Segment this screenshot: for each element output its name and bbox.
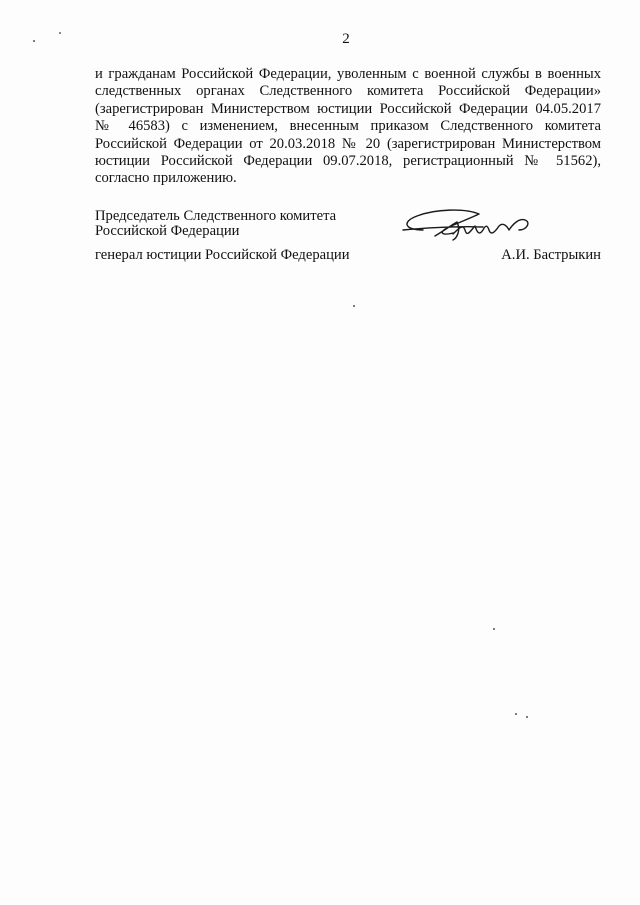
scan-speck	[526, 716, 528, 718]
body-line: и гражданам Российской Федерации, уволенным с военной службы в военных	[95, 66, 601, 82]
body-line: Российской Федерации от 20.03.2018 № 20 (зарегистрирован Министерством	[95, 135, 601, 152]
scan-speck	[353, 305, 355, 307]
page-number: 2	[342, 31, 350, 47]
scan-speck	[493, 628, 495, 630]
scan-speck	[515, 713, 517, 715]
body-line: № 46583) с изменением, внесенным приказом Следственного комитета	[95, 118, 601, 135]
handwritten-signature	[395, 200, 545, 250]
body-paragraph	[95, 66, 601, 188]
scan-speck	[33, 40, 35, 42]
body-line: юстиции Российской Федерации 09.07.2018, регистрационный № 51562),	[95, 153, 601, 170]
signer-rank: генерал юстиции Российской Федерации	[95, 247, 350, 263]
signer-position-line: Российской Федерации	[95, 223, 240, 239]
signer-name: А.И. Бастрыкин	[501, 247, 601, 263]
signer-position-line: Председатель Следственного комитета	[95, 208, 337, 224]
body-line: следственных органах Следственного комитета Российской Федерации»	[95, 83, 601, 100]
body-line: согласно приложению.	[95, 170, 237, 187]
body-line: (зарегистрирован Министерством юстиции Российской Федерации 04.05.2017	[95, 100, 601, 117]
scan-speck	[59, 32, 61, 34]
